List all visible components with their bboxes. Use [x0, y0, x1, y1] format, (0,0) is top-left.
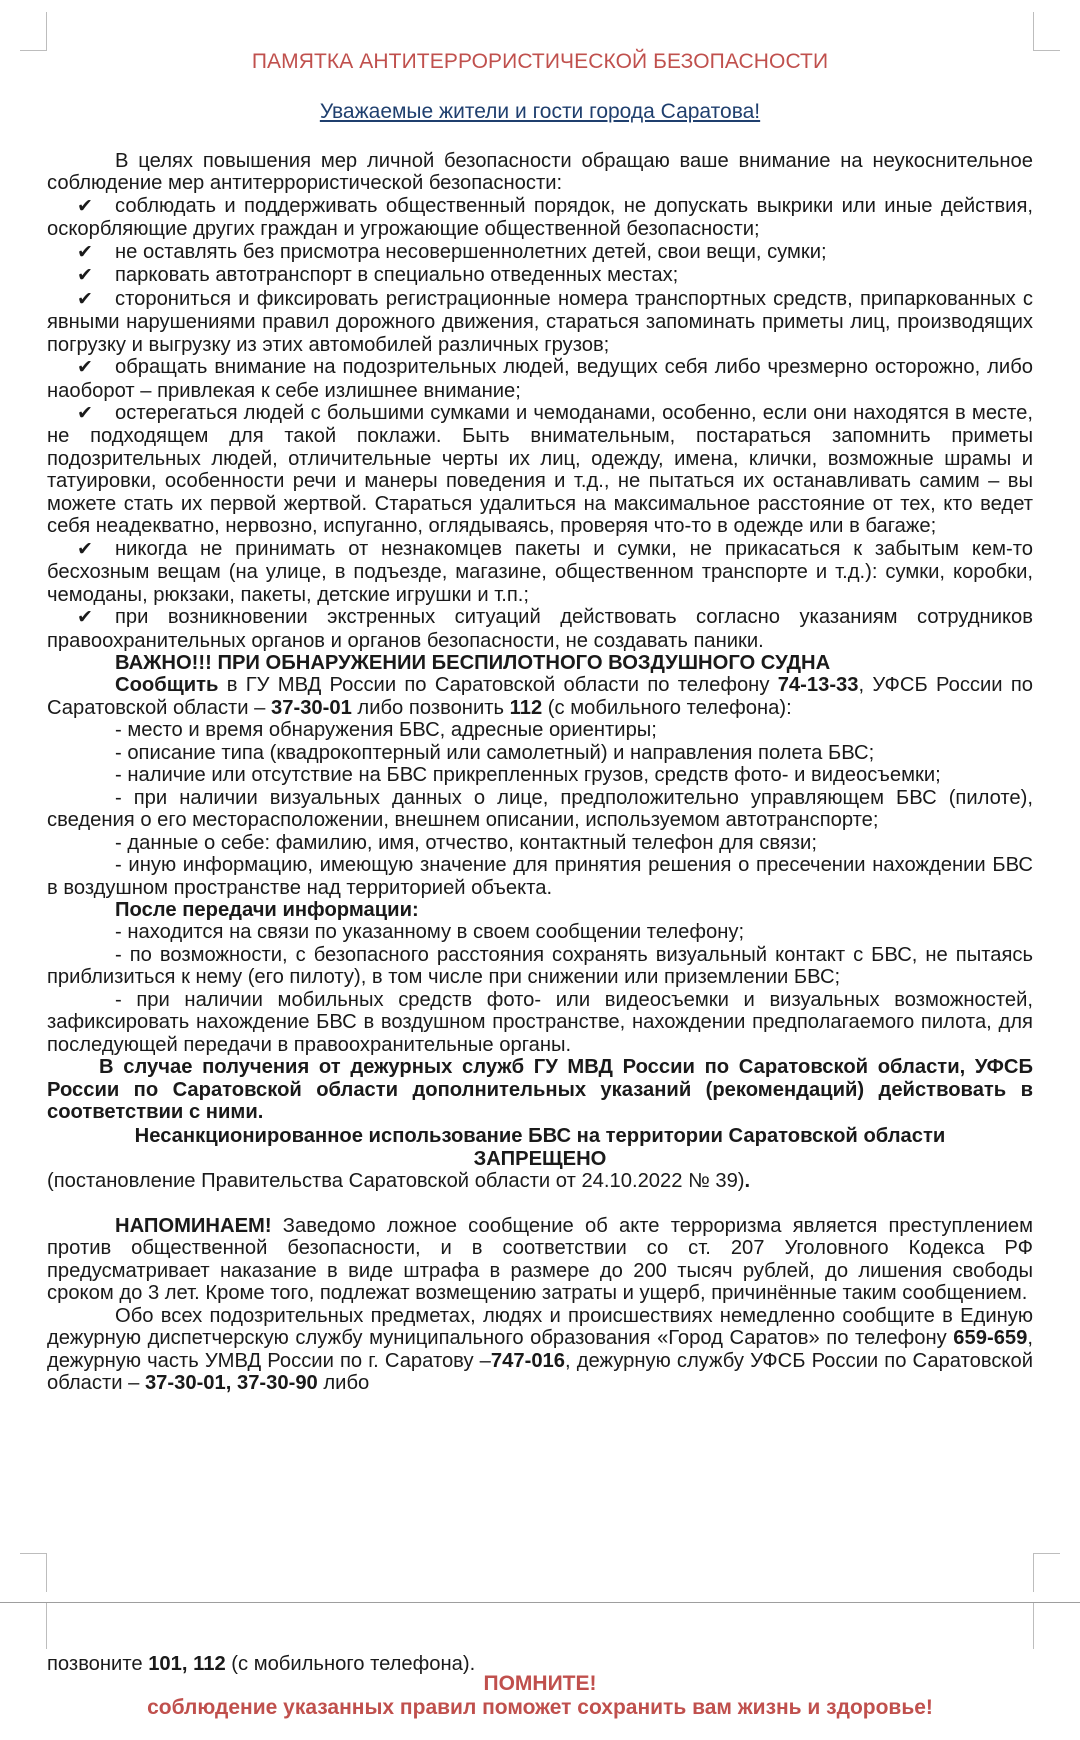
checkmark-icon: ✔ [77, 402, 93, 424]
crop-mark-top-right [1033, 12, 1060, 51]
checkmark-icon: ✔ [77, 265, 93, 287]
crop-mark-bottom-right [1033, 1553, 1060, 1592]
instructions-paragraph: В случае получения от дежурных служб ГУ МВД России по Саратовской области, УФСБ России по Саратовской области дополнительных указаний (рекомендаций) действовать в соответствии с ними. [47, 1056, 1033, 1124]
phone-number: 112 [509, 696, 543, 719]
drone-report-paragraph: Сообщить в ГУ МВД России по Саратовской области по телефону 74-13-33, УФСБ России по Саратовской области – 37-30-01 либо позвонить 112 (с мобильного телефона): [47, 674, 1033, 719]
document-title: ПАМЯТКА АНТИТЕРРОРИСТИЧЕСКОЙ БЕЗОПАСНОСТИ [251, 50, 829, 73]
drone-detail-item: - иную информацию, имеющую значение для принятия решения о пресечении нахождении БВС в воздушном пространстве над территорией объекта. [47, 854, 1033, 899]
drone-detail-item: - место и время обнаружения БВС, адресные ориентиры; [115, 719, 657, 742]
phone-number: 101, 112 [148, 1653, 226, 1675]
drone-detail-item: - при наличии визуальных данных о лице, предположительно управляющем БВС (пилоте), сведения о его месторасположении, внешнем описании, используемом автотранспорте; [47, 786, 1033, 832]
crop-mark-bottom-left [20, 1553, 47, 1592]
rule-item: ✔ никогда не принимать от незнакомцев пакеты и сумки, не прикасаться к забытым кем-то бесхозным вещам (на улице, в подъезде, магазине, общественном транспорте и т.д.): сумки, коробки, чемоданы, рюкзаки, пакеты, детские игрушки и т.п.; [47, 537, 1033, 606]
phone-number: 659-659 [953, 1327, 1028, 1350]
rule-item: ✔ остерегаться людей с большими сумками и чемоданами, особенно, если они находятся в месте, не подходящем для такой поклажи. Быть внимательным, постараться запомнить приметы подозрительных людей, отличительные черты их лиц, одежду, имена, клички, возможные шрамы и татуировки, особенности речи и манеры поведения и т.д., не пытаться их останавливать самим – вы можете стать их первой жертвой. Стараться удалиться на максимальное расстояние от тех, кто ведет себя неадекватно, нервозно, испуганно, оглядываясь, проверяя что-то в одежде или в багаже; [47, 401, 1033, 538]
intro-paragraph: В целях повышения мер личной безопасности обращаю ваше внимание на неукоснительное соблюдение мер антитеррористической безопасности: [47, 150, 1033, 195]
crop-mark-top-left [20, 12, 47, 51]
drone-detail-item: - описание типа (квадрокоптерный или самолетный) и направления полета БВС; [115, 741, 875, 764]
drone-detail-item: - данные о себе: фамилию, имя, отчество, контактный телефон для связи; [115, 831, 817, 854]
reminder-paragraph: НАПОМИНАЕМ! Заведомо ложное сообщение об акте терроризма является преступлением против общественной безопасности, и в соответствии со ст. 207 Уголовного Кодекса РФ предусматривает наказание в виде штрафа в размере до 200 тысяч рублей, до лишения свободы сроком до 3 лет. Кроме того, подлежат возмещению затраты и ущерб, причинённые таким сообщением. [47, 1214, 1033, 1305]
phone-number: 74-13-33 [777, 674, 859, 697]
crop-mark-page2-left [20, 1603, 47, 1649]
phone-number: 37-30-01, 37-30-90 [144, 1372, 318, 1395]
ban-line-1: Несанкционированное использование БВС на территории Саратовской области [134, 1125, 946, 1148]
checkmark-icon: ✔ [77, 241, 93, 263]
checkmark-icon: ✔ [77, 607, 93, 629]
rule-item: ✔ соблюдать и поддерживать общественный порядок, не допускать выкрики или иные действия, оскорбляющие других граждан и угрожающие общественной безопасности; [47, 194, 1033, 241]
closing-block [0, 1672, 1080, 1720]
document-subtitle: Уважаемые жители и гости города Саратова! [319, 100, 761, 123]
remember-heading: ПОМНИТЕ! [483, 1672, 597, 1695]
crop-mark-page2-right [1033, 1603, 1060, 1649]
checkmark-icon: ✔ [77, 538, 93, 560]
checkmark-icon: ✔ [77, 288, 93, 310]
after-report-item: - при наличии мобильных средств фото- или видеосъемки и визуальных возможностей, зафиксировать нахождение БВС в воздушном пространстве, нахождении предполагаемого пилота, для последующей передачи в правоохранительные органы. [47, 988, 1033, 1056]
after-report-heading: После передачи информации: [115, 898, 419, 921]
rule-item: ✔ не оставлять без присмотра несовершеннолетних детей, свои вещи, сумки; [77, 240, 827, 263]
ban-line-2: ЗАПРЕЩЕНО [473, 1147, 607, 1170]
rule-item: ✔ при возникновении экстренных ситуаций действовать согласно указаниям сотрудников правоохранительных органов и органов безопасности, не создавать паники. [47, 606, 1033, 652]
drone-heading: ВАЖНО!!! ПРИ ОБНАРУЖЕНИИ БЕСПИЛОТНОГО ВОЗДУШНОГО СУДНА [115, 651, 831, 674]
checkmark-icon: ✔ [77, 195, 93, 217]
phone-number: 747-016 [490, 1349, 566, 1372]
rule-item: ✔ парковать автотранспорт в специально отведенных местах; [77, 264, 679, 287]
document-body [47, 150, 1033, 1394]
after-report-item: - находится на связи по указанному в своем сообщении телефону; [115, 921, 745, 944]
contacts-paragraph: Обо всех подозрительных предметах, людях и происшествиях немедленно сообщите в Единую дежурную диспетчерскую службу муниципального образования «Город Саратов» по телефону 659-659, дежурную часть УМВД России по г. Саратову –747-016, дежурную службу УФСБ России по Саратовской области – 37-30-01, 37-30-90 либо [47, 1304, 1033, 1395]
rule-item: ✔ обращать внимание на подозрительных людей, ведущих себя либо чрезмерно осторожно, либо наоборот – привлекая к себе излишнее внимание; [47, 356, 1033, 402]
page-2-text: позвоните 101, 112 (с мобильного телефона). [47, 1653, 476, 1675]
rule-item: ✔ сторониться и фиксировать регистрационные номера транспортных средств, припаркованных с явными нарушениями правил дорожного движения, стараться запоминать приметы лиц, производящих погрузку и выгрузку из этих автомобилей различных грузов; [47, 287, 1033, 356]
checkmark-icon: ✔ [77, 357, 93, 379]
after-report-item: - по возможности, с безопасного расстояния сохранять визуальный контакт с БВС, не пытаясь приблизиться к нему (его пилоту), в том числе при снижении или приземлении БВС; [47, 943, 1033, 989]
ban-reference: (постановление Правительства Саратовской области от 24.10.2022 № 39). [47, 1170, 751, 1193]
drone-detail-item: - наличие или отсутствие на БВС прикрепленных грузов, средств фото- и видеосъемки; [115, 764, 941, 787]
phone-number: 37-30-01 [271, 696, 352, 719]
page-break [0, 1602, 1080, 1603]
closing-message: соблюдение указанных правил поможет сохранить вам жизнь и здоровье! [147, 1696, 933, 1719]
